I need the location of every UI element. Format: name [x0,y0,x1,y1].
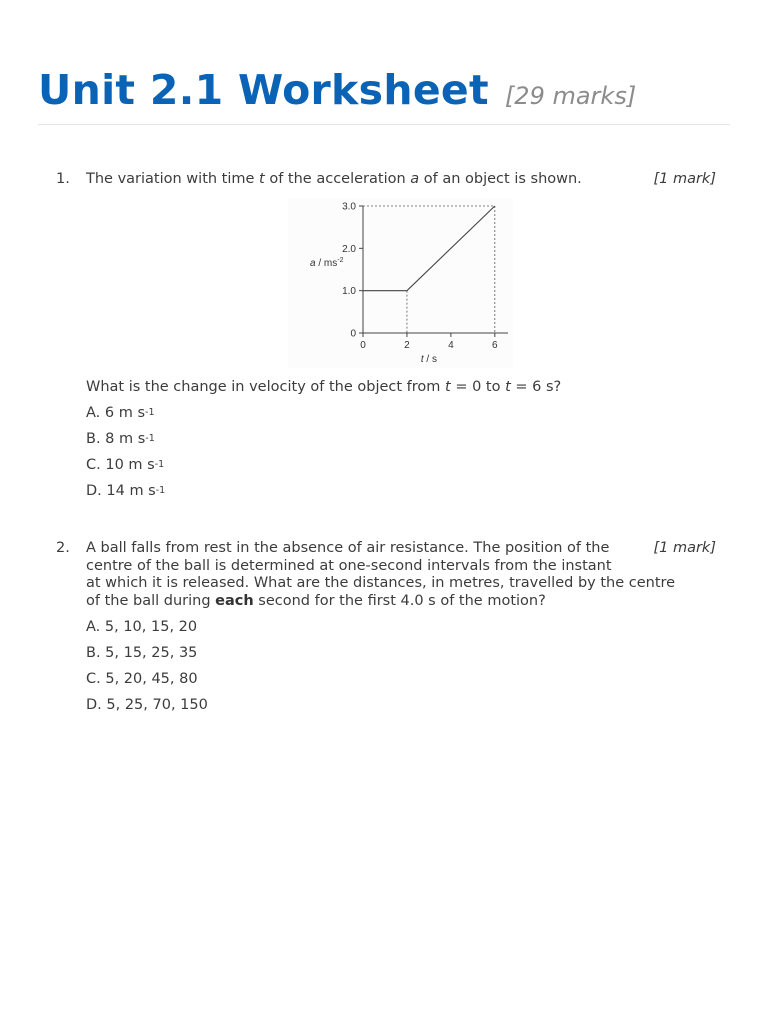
x-axis-label: t / s [420,354,437,365]
stem-variable: a [410,171,420,187]
answer-option-a[interactable] [86,405,155,423]
prompt-variable: t [445,379,451,395]
stem-variable: t [259,171,265,187]
question-stem [86,171,638,189]
x-tick-label: 4 [448,340,454,351]
y-tick-label: 3.0 [342,201,356,213]
answer-option-a[interactable] [86,619,197,637]
option-text: B. 8 m s [86,431,146,447]
stem-text: The variation with time [86,171,260,187]
stem-line [86,593,716,611]
stem-emphasis: each [215,592,254,609]
option-superscript: -1 [145,433,155,444]
prompt-variable: t [505,379,511,395]
question-2 [56,540,716,730]
option-text: A. 5, 10, 15, 20 [86,619,198,635]
answer-option-b[interactable] [86,431,155,449]
y-axis-label: a / $ms^{-2}$ [310,257,344,269]
question-number: 1. [56,171,70,187]
question-1 [56,171,716,511]
option-superscript: -1 [155,485,166,496]
x-tick-label: 0 [360,340,366,351]
answer-option-c[interactable] [86,457,164,475]
option-superscript: -1 [154,459,165,470]
question-marks: [1 mark] [653,540,716,556]
prompt-text: What is the change in velocity of the object from [86,379,446,395]
stem-text: of the acceleration [264,171,411,187]
x-tick-label: 2 [404,340,410,351]
prompt-text: = 0 to [450,379,506,395]
stem-line: centre of the ball is determined at one-second intervals from the instant [86,557,612,574]
stem-line: at which it is released. What are the distances, in metres, travelled by the centre [86,575,676,591]
option-superscript: -1 [145,407,155,418]
question-number: 2. [56,540,70,556]
x-tick-label: 6 [492,340,498,351]
answer-option-c[interactable] [86,671,198,689]
worksheet-header [38,66,730,114]
answer-option-d[interactable] [86,697,208,715]
option-text: D. 14 m s [86,483,156,499]
question-marks: [1 mark] [653,171,716,187]
option-text: C. 10 m s [86,457,155,473]
option-text: A. 6 m s [86,405,146,421]
page-title: Unit 2.1 Worksheet [38,66,489,114]
option-text: D. 5, 25, 70, 150 [86,697,208,713]
stem-text: second for the first 4.0 s of the motion? [253,592,546,609]
acceleration-time-graph [288,198,513,368]
stem-text: of an object is shown. [419,171,582,187]
option-text: B. 5, 15, 25, 35 [86,645,198,661]
answer-option-b[interactable] [86,645,197,663]
question-prompt [86,379,686,397]
stem-text: of the ball during [86,592,216,609]
title-row [38,66,730,114]
prompt-text: = 6 s? [510,379,562,395]
header-divider [38,124,730,125]
y-tick-label: 0 [350,328,356,340]
y-tick-label: 2.0 [342,243,356,255]
question-stem [86,540,716,610]
stem-line: A ball falls from rest in the absence of air resistance. The position of the [86,540,610,556]
answer-option-d[interactable] [86,483,165,501]
option-text: C. 5, 20, 45, 80 [86,671,198,687]
total-marks: [29 marks] [504,82,637,110]
y-tick-label: 1.0 [342,286,356,298]
